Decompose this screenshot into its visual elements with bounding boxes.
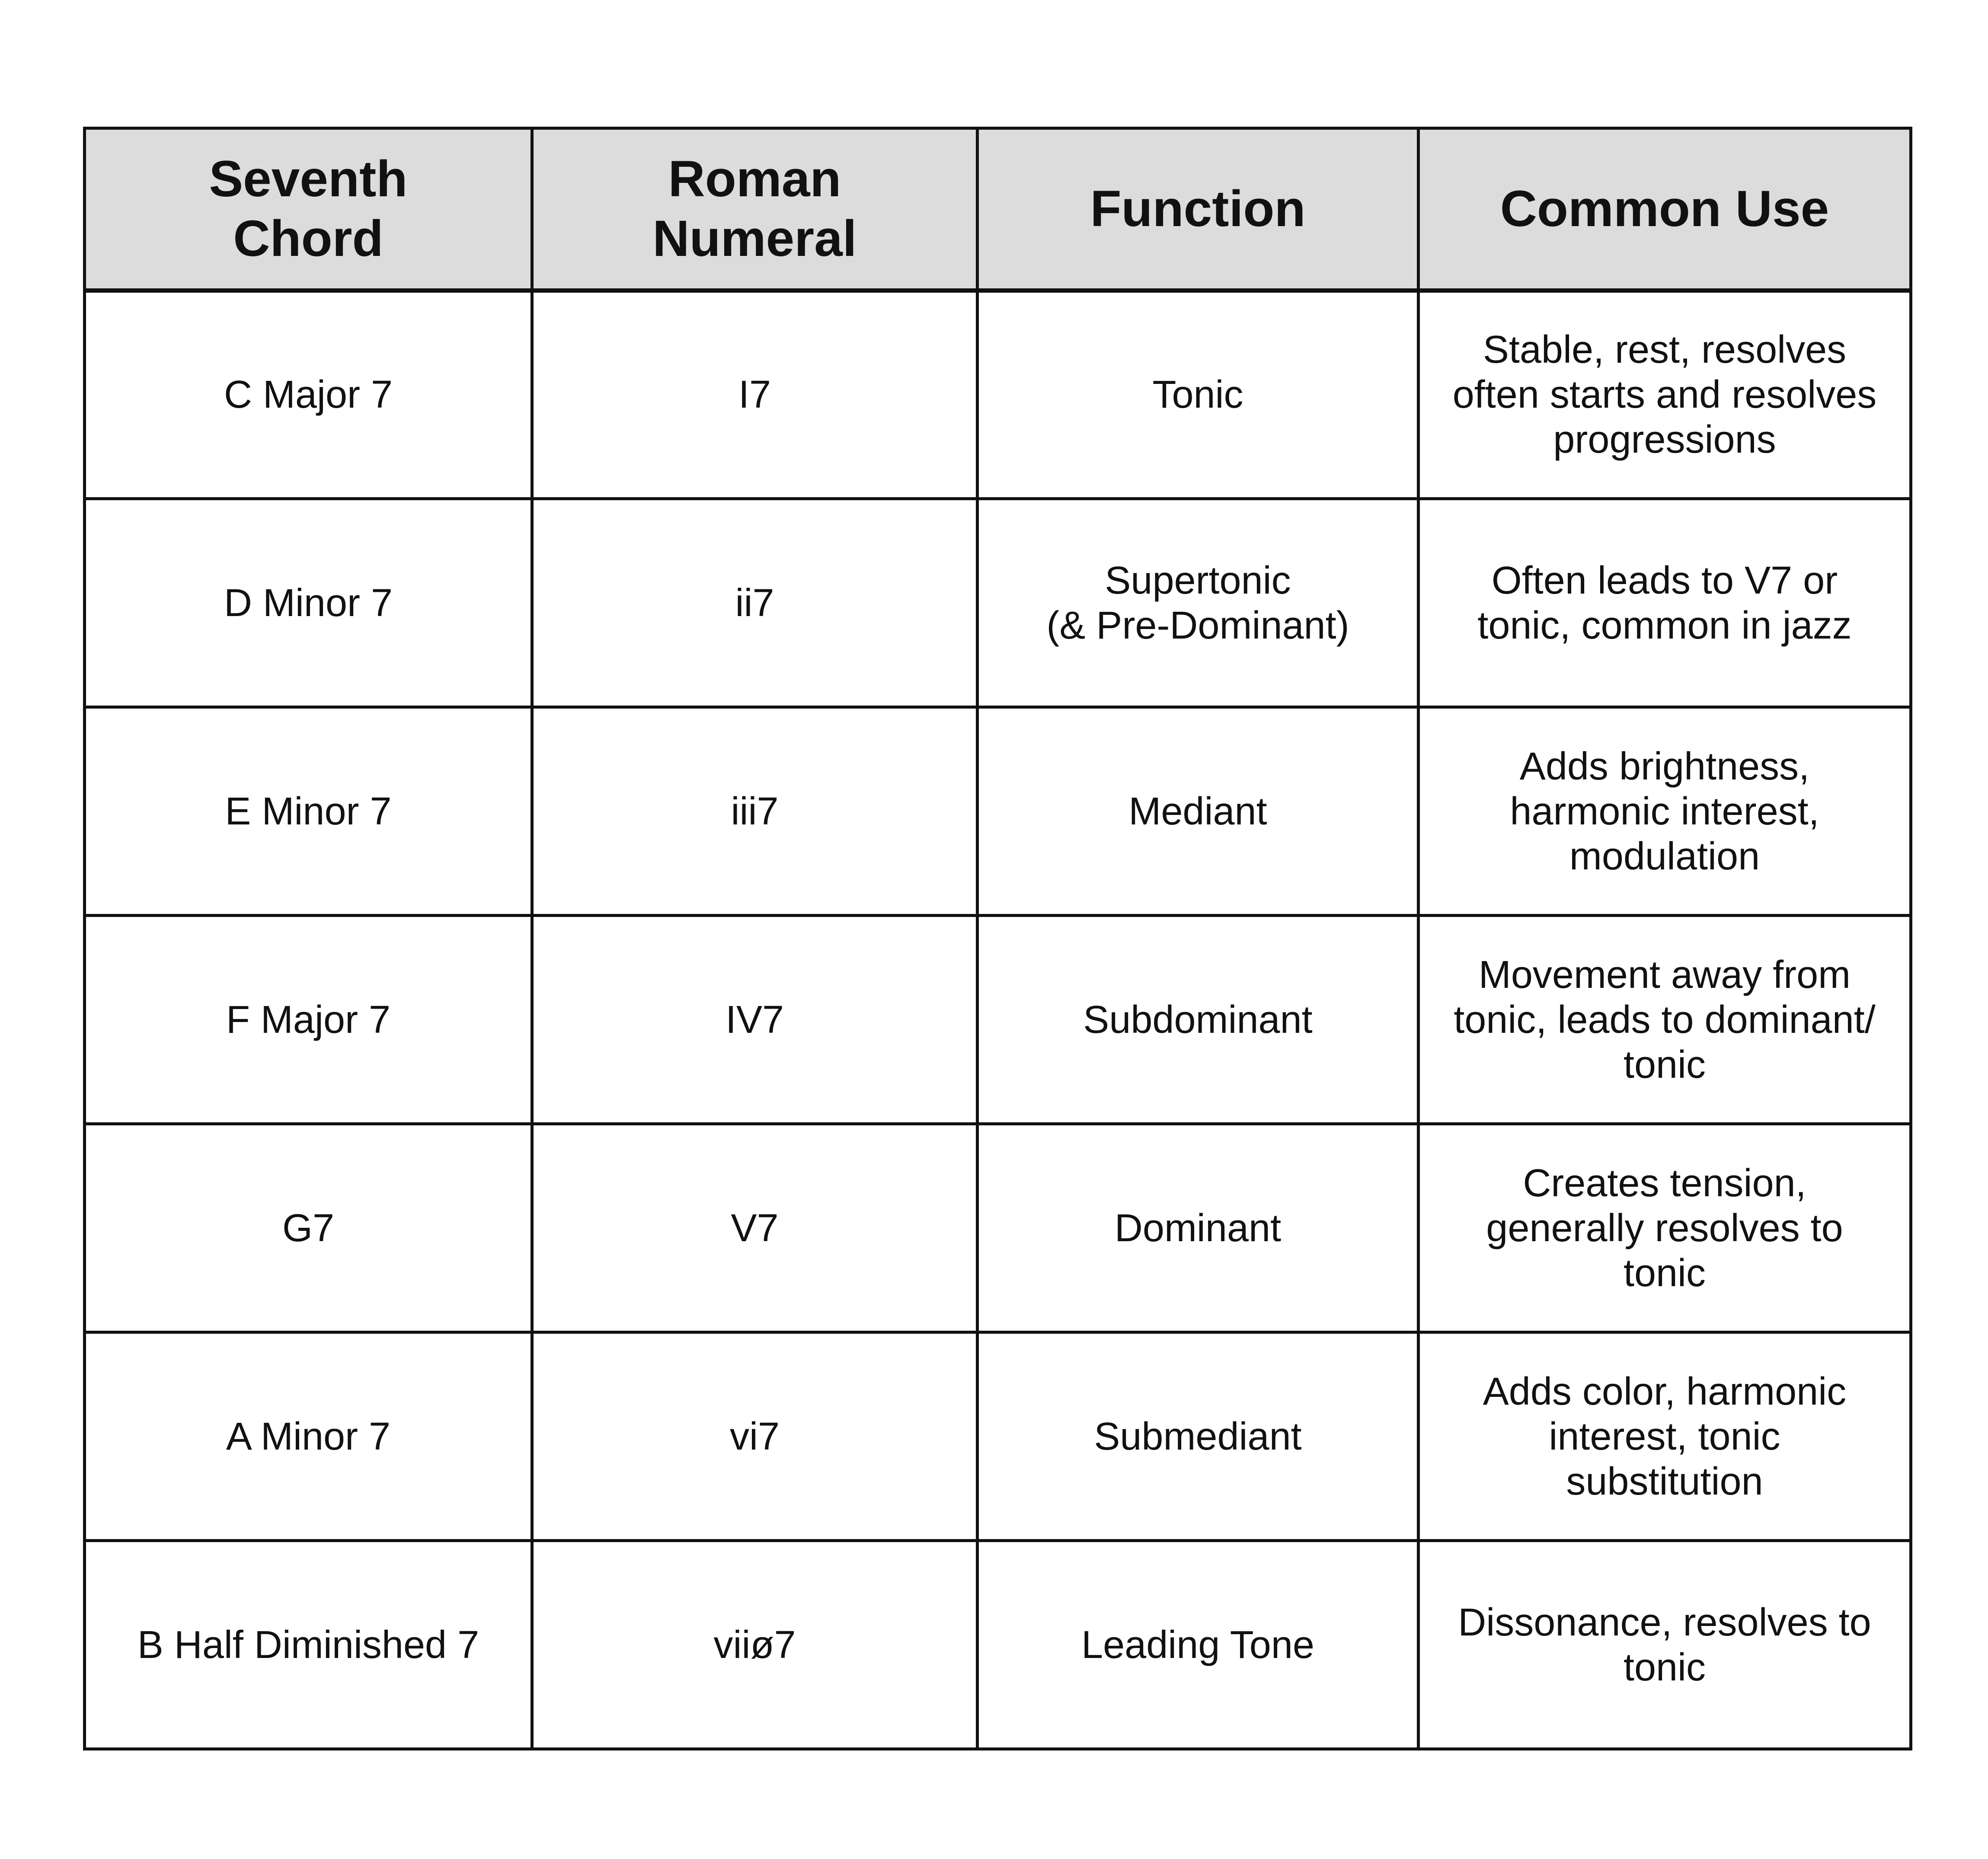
cell-function: Submediant <box>978 1332 1419 1541</box>
cell-function: Dominant <box>978 1124 1419 1332</box>
cell-roman-numeral: I7 <box>532 291 978 499</box>
cell-common-use: Adds color, harmonic interest, tonic substitution <box>1419 1332 1911 1541</box>
header-function: Function <box>978 128 1419 291</box>
cell-function: Mediant <box>978 707 1419 916</box>
seventh-chords-table <box>83 127 1912 1750</box>
table-row <box>85 1332 1911 1541</box>
cell-chord: F Major 7 <box>85 916 532 1124</box>
header-roman-numeral: Roman Numeral <box>532 128 978 291</box>
cell-chord: A Minor 7 <box>85 1332 532 1541</box>
table-row <box>85 916 1911 1124</box>
cell-common-use: Movement away from tonic, leads to dominant/ tonic <box>1419 916 1911 1124</box>
cell-chord: C Major 7 <box>85 291 532 499</box>
table-body <box>85 291 1911 1749</box>
cell-roman-numeral: IV7 <box>532 916 978 1124</box>
cell-common-use: Stable, rest, resolves often starts and resolves progressions <box>1419 291 1911 499</box>
table-header <box>85 128 1911 291</box>
cell-common-use: Adds brightness, harmonic interest, modulation <box>1419 707 1911 916</box>
cell-roman-numeral: vi7 <box>532 1332 978 1541</box>
cell-function: Supertonic (& Pre-Dominant) <box>978 499 1419 707</box>
cell-chord: G7 <box>85 1124 532 1332</box>
cell-function: Tonic <box>978 291 1419 499</box>
table-row <box>85 707 1911 916</box>
cell-common-use: Dissonance, resolves to tonic <box>1419 1541 1911 1749</box>
cell-chord: D Minor 7 <box>85 499 532 707</box>
cell-roman-numeral: ii7 <box>532 499 978 707</box>
header-seventh-chord: Seventh Chord <box>85 128 532 291</box>
cell-common-use: Creates tension, generally resolves to tonic <box>1419 1124 1911 1332</box>
header-row <box>85 128 1911 291</box>
table-row <box>85 1124 1911 1332</box>
cell-roman-numeral: iii7 <box>532 707 978 916</box>
cell-function: Leading Tone <box>978 1541 1419 1749</box>
cell-roman-numeral: viiø7 <box>532 1541 978 1749</box>
cell-chord: E Minor 7 <box>85 707 532 916</box>
cell-chord: B Half Diminished 7 <box>85 1541 532 1749</box>
cell-function: Subdominant <box>978 916 1419 1124</box>
cell-roman-numeral: V7 <box>532 1124 978 1332</box>
table-row <box>85 499 1911 707</box>
table-row <box>85 291 1911 499</box>
cell-common-use: Often leads to V7 or tonic, common in jazz <box>1419 499 1911 707</box>
table-row <box>85 1541 1911 1749</box>
header-common-use: Common Use <box>1419 128 1911 291</box>
